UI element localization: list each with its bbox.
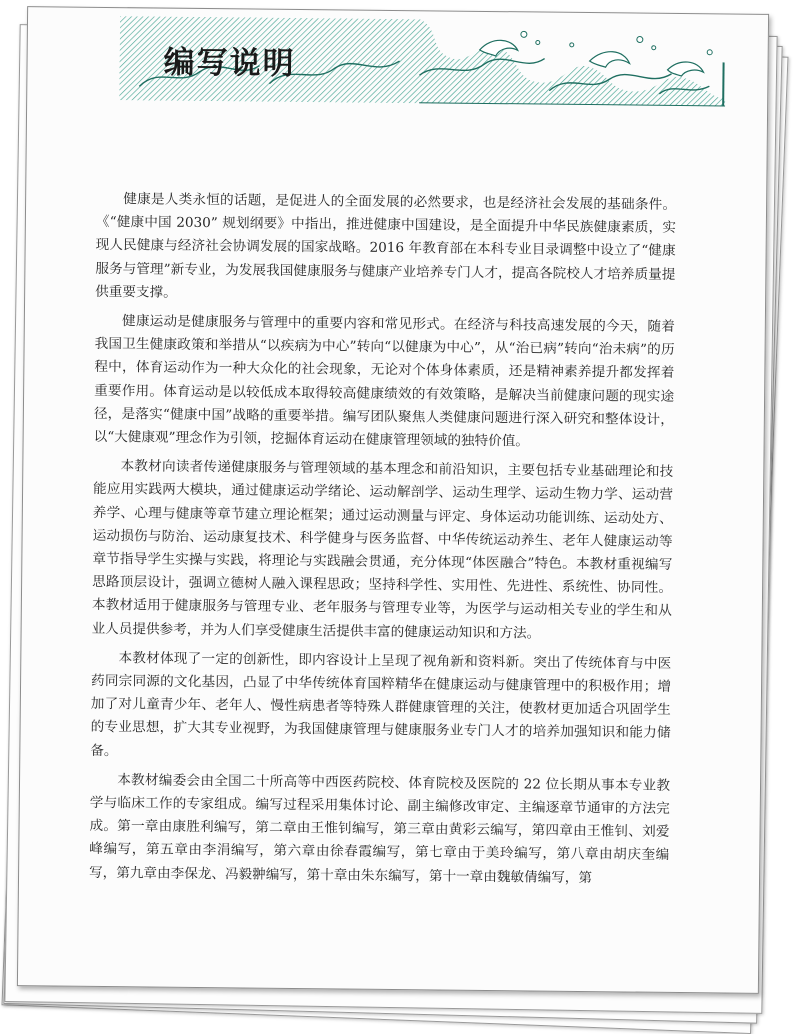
paragraph: 健康是人类永恒的话题，是促进人的全面发展的必然要求，也是经济社会发展的基础条件。《“健康中国 2030” 规划纲要》中指出，推进健康中国建设，是全面提升中华民族健康素质，实现人民健康与经济社会协调发展的国家战略。2016 年教育部在本科专业目录调整中设立了“健康服务与管理”新专业，为发展我国健康服务与健康产业培养专门人才，提高各院校人才培养质量提供重要支撑。 (95, 191, 677, 301)
document-body (89, 188, 676, 897)
paragraph: 本教材体现了一定的创新性，即内容设计上呈现了视角新和资料新。突出了传统体育与中医药同宗同源的文化基因，凸显了中华传统体育国粹精华在健康运动与健康管理中的积极作用；增加了对儿童青少年、老年人、慢性病患者等特殊人群健康管理的关注，使教材更加适合巩固学生的专业思想，扩大其专业视野，为我国健康管理与健康服务业专门人才的培养加强知识和能力储备。 (90, 649, 672, 759)
document-page (17, 6, 769, 994)
header-banner (119, 16, 726, 106)
paragraph: 健康运动是健康服务与管理中的重要内容和常见形式。在经济与科技高速发展的今天，随着我国卫生健康政策和举措从“以疾病为中心”转向“以健康为中心”，从“治已病”转向“治未病”的历程中，体育运动作为一种大众化的社会现象，无论对个体身体素质，还是精神素养提升都发挥着重要作用。体育运动是以较低成本取得较高健康绩效的有效策略，是解决当前健康问题的现实途径，是落实“健康中国”战略的重要举措。编写团队聚焦人类健康问题进行深入研究和整体设计，以“大健康观”理念作为引领，挖掘体育运动在健康管理领域的独特价值。 (93, 313, 675, 450)
page-title: 编写说明 (163, 44, 296, 82)
paragraph: 本教材向读者传递健康服务与管理领域的基本理念和前沿知识，主要包括专业基础理论和技能应用实践两大模块，通过健康运动学绪论、运动解剖学、运动生理学、运动生物力学、运动营养学、心理与健康等章节建立理论框架；通过运动测量与评定、身体运动功能训练、运动处方、运动损伤与防治、运动康复技术、科学健身与医务监督、中华传统运动养生、老年人健康运动等章节指导学生实操与实践，将理论与实践融会贯通，充分体现“体医融合”特色。本教材重视编写思路顶层设计，强调立德树人融入课程思政；坚持科学性、实用性、先进性、系统性、协同性。本教材适用于健康服务与管理专业、老年服务与管理专业等，为医学与运动相关专业的学生和从业人员提供参考，并为人们享受健康生活提供丰富的健康运动知识和方法。 (91, 458, 674, 642)
paragraph: 本教材编委会由全国二十所高等中西医药院校、体育院校及医院的 22 位长期从事本专业教学与临床工作的专家组成。编写过程采用集体讨论、副主编修改审定、主编逐章节通审的方法完成。第一章由康胜利编写，第二章由王惟钊编写，第三章由黄彩云编写，第四章由王惟钊、刘爱峰编写，第五章由李涓编写，第六章由徐春霞编写，第七章由于美玲编写，第八章由胡庆奎编写，第九章由李保龙、冯毅翀编写，第十章由朱东编写，第十一章由魏敏倩编写，第 (88, 772, 671, 886)
